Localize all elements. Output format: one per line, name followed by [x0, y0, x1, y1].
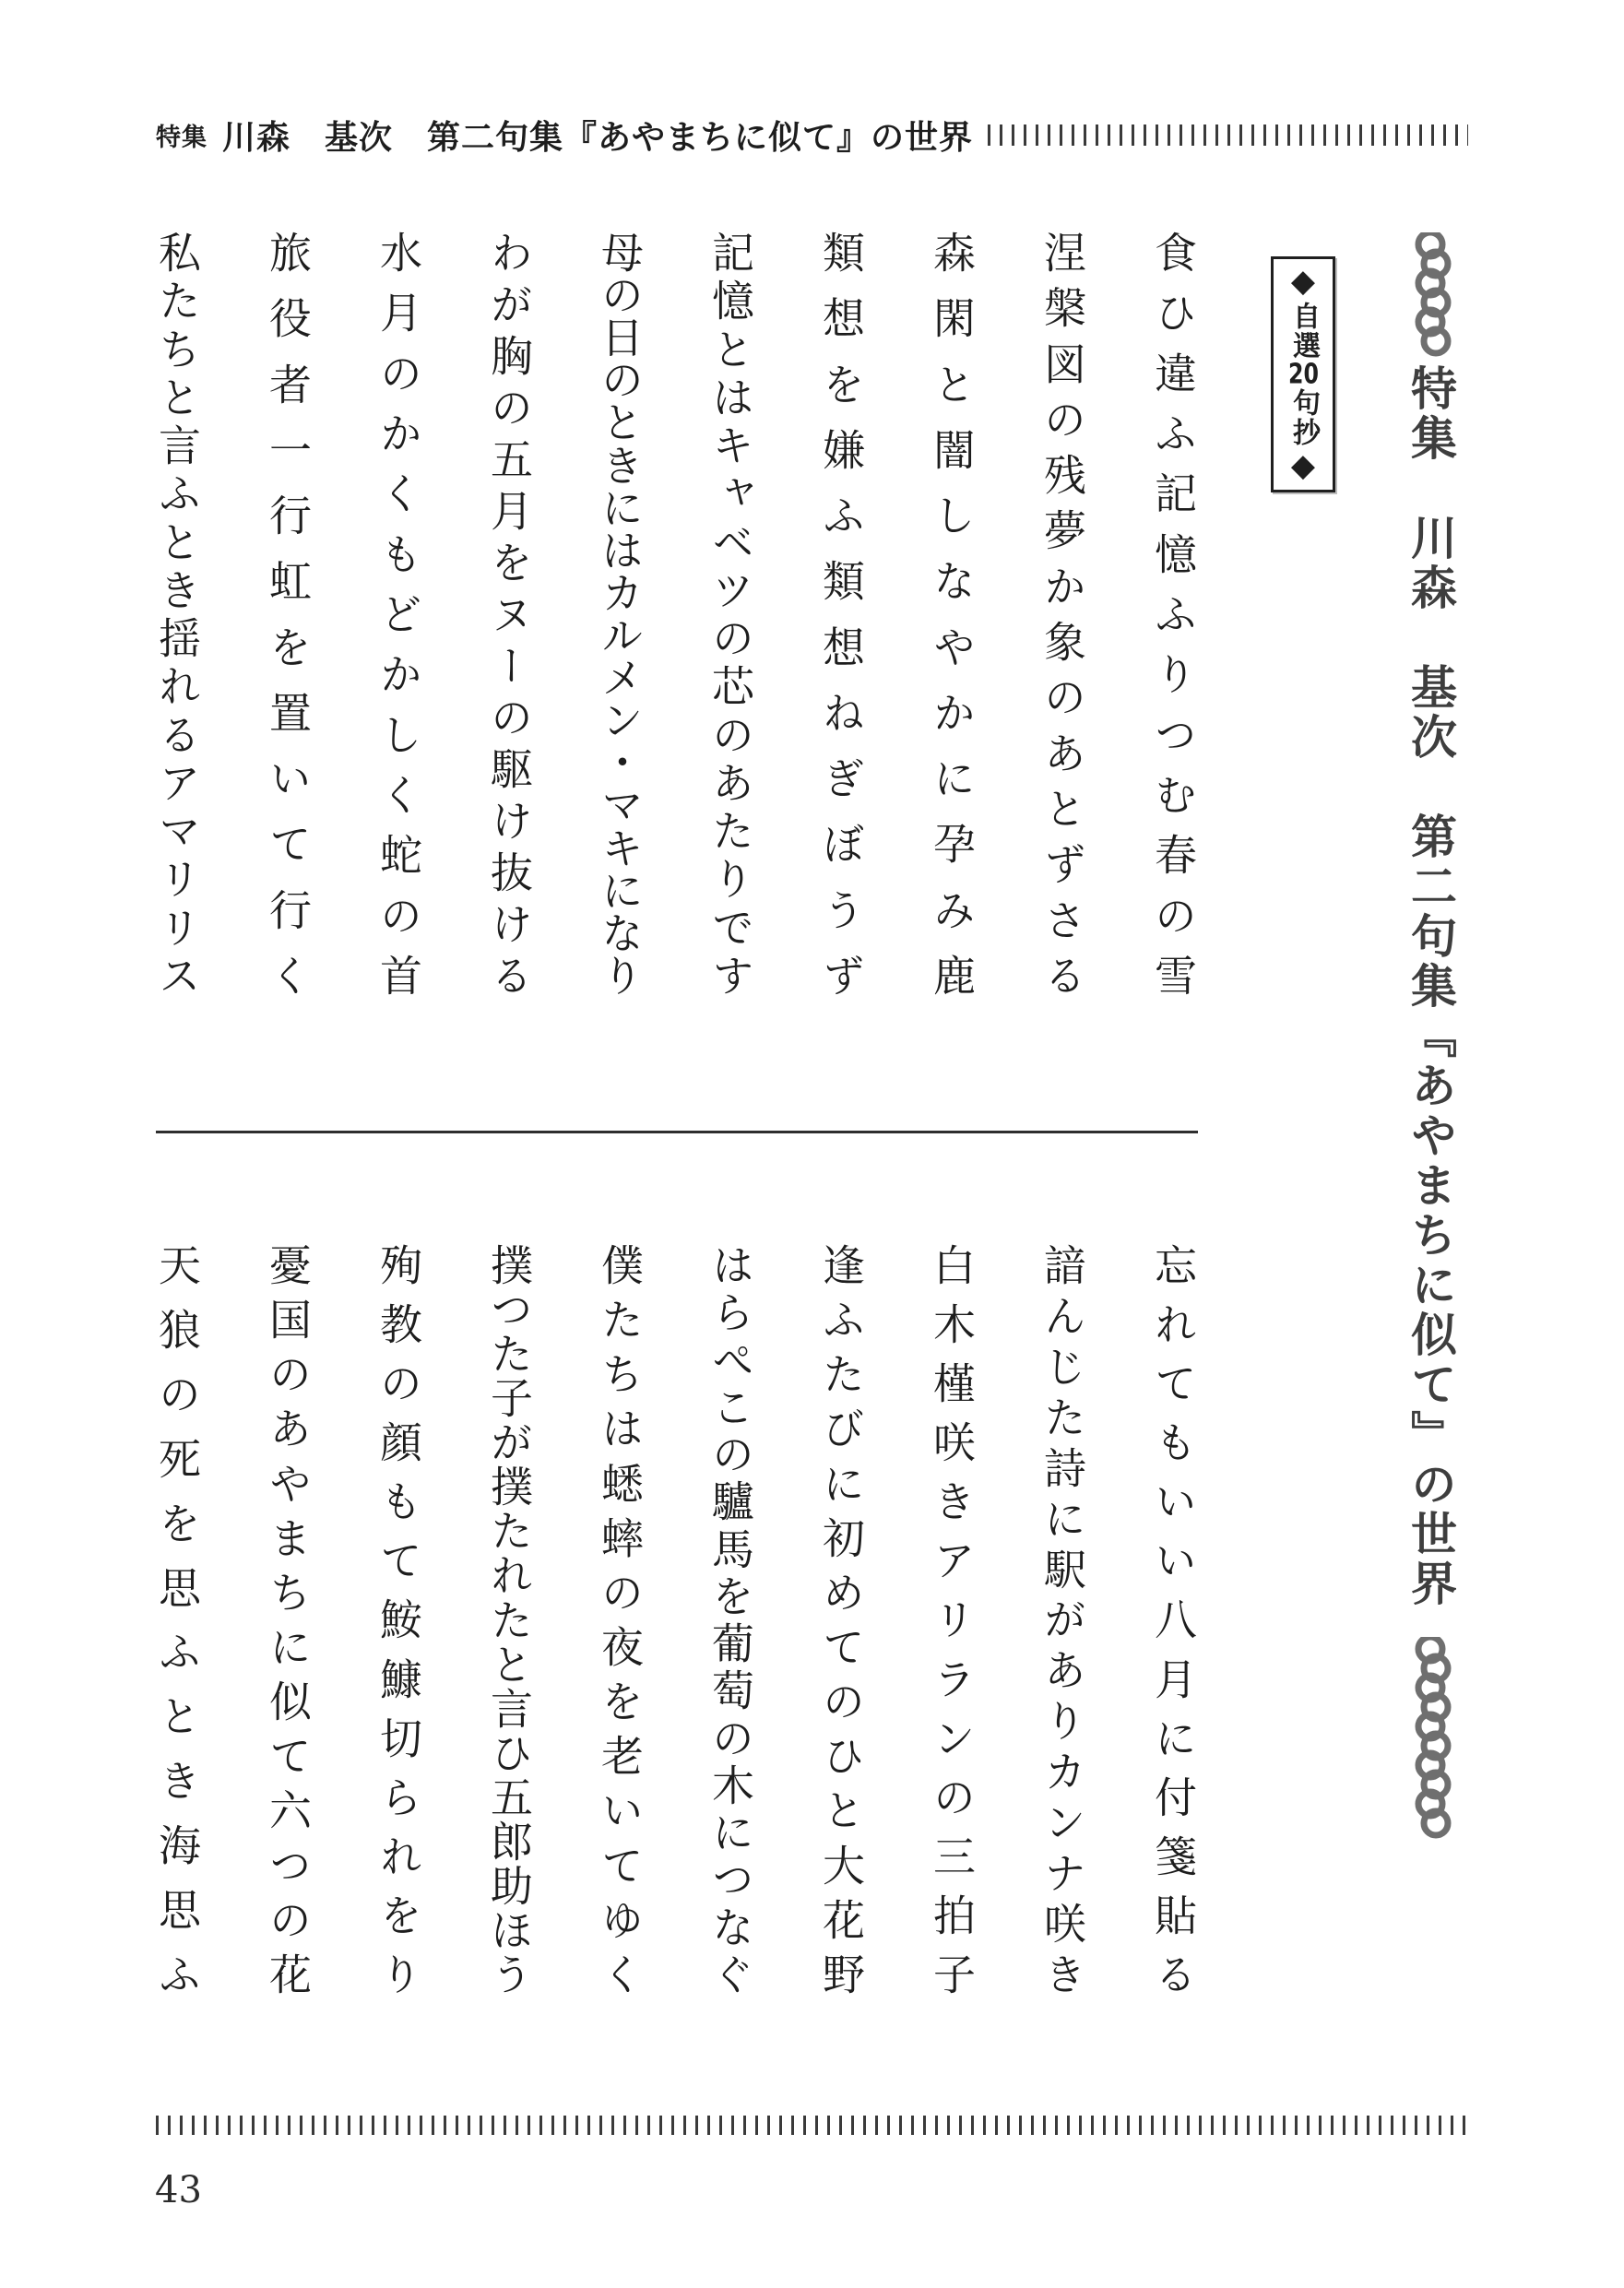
- tick-rule-bottom: [156, 2116, 1468, 2135]
- running-head: [156, 114, 1468, 155]
- haiku-block-lower: [150, 1243, 1198, 1995]
- haiku-block-upper: [150, 231, 1198, 996]
- haiku-column-15: は ら ぺ こ の 驢 馬 を 葡 萄 の 木 に つ な ぐ: [705, 1243, 755, 1995]
- selection-label: [1285, 263, 1322, 486]
- running-head-section-label: 特集: [156, 123, 207, 152]
- selection-label-box: [1271, 256, 1335, 492]
- haiku-column-1: 食 ひ 違 ふ 記 憶 ふ り つ む 春 の 雪: [1148, 231, 1198, 996]
- haiku-column-20: 天 狼 の 死 を 思 ふ と き 海 思 ふ: [152, 1243, 202, 1995]
- feature-vertical-title: 特集 川森 基次 第二句集『あやまちに似て』の世界: [1404, 364, 1457, 1609]
- haiku-column-12: 諳 ん じ た 詩 に 駅 が あ り カ ン ナ 咲 き: [1037, 1243, 1087, 1995]
- haiku-column-11: 忘 れ て も い い 八 月 に 付 箋 貼 る: [1148, 1243, 1198, 1995]
- selection-label-text-top: 自選: [1287, 302, 1320, 361]
- haiku-column-2: 涅 槃 図 の 残 夢 か 象 の あ と ず さ る: [1037, 231, 1087, 996]
- haiku-column-3: 森 閑 と 闇 し な や か に 孕 み 鹿: [927, 231, 977, 996]
- haiku-column-14: 逢 ふ た び に 初 め て の ひ と 大 花 野: [816, 1243, 866, 1995]
- haiku-column-16: 僕 た ち は 蟋 蟀 の 夜 を 老 い て ゆ く: [595, 1243, 645, 1995]
- chain-ornament-top-icon: [1411, 232, 1455, 362]
- haiku-column-17: 撲 つ た 子 が 撲 た れ た と 言 ひ 五 郎 助 ほ う: [484, 1243, 534, 1995]
- selection-label-text-bottom: 句抄: [1287, 388, 1320, 447]
- haiku-column-6: 母 の 日 の と き に は カ ル メ ン ・ マ キ に な り: [595, 231, 645, 996]
- selection-label-number: 20: [1288, 361, 1319, 388]
- haiku-column-9: 旅 役 者 一 行 虹 を 置 い て 行 く: [263, 231, 313, 996]
- chain-ornament-bottom-icon: [1411, 1637, 1455, 1843]
- haiku-column-8: 水 月 の か く も ど か し く 蛇 の 首: [373, 231, 423, 996]
- haiku-column-7: わ が 胸 の 五 月 を ヌ ー の 駆 け 抜 け る: [484, 231, 534, 996]
- haiku-column-10: 私 た ち と 言 ふ と き 揺 れ る ア マ リ リ ス: [152, 231, 202, 996]
- diamond-top-icon: ◆: [1285, 263, 1322, 302]
- tick-rule-top: [988, 124, 1468, 146]
- page-number: 43: [155, 2169, 202, 2211]
- haiku-column-5: 記 憶 と は キ ャ ベ ツ の 芯 の あ た り で す: [705, 231, 755, 996]
- haiku-column-4: 類 想 を 嫌 ふ 類 想 ね ぎ ぼ う ず: [816, 231, 866, 996]
- haiku-column-18: 殉 教 の 顔 も て 鮟 鱇 切 ら れ を り: [373, 1243, 423, 1995]
- haiku-column-13: 白 木 槿 咲 き ア リ ラ ン の 三 拍 子: [927, 1243, 977, 1995]
- haiku-column-19: 憂 国 の あ や ま ち に 似 て 六 つ の 花: [263, 1243, 313, 1995]
- diamond-bottom-icon: ◆: [1285, 447, 1322, 486]
- running-head-title: 川森 基次 第二句集『あやまちに似て』の世界: [222, 118, 974, 157]
- section-divider: [156, 1131, 1198, 1133]
